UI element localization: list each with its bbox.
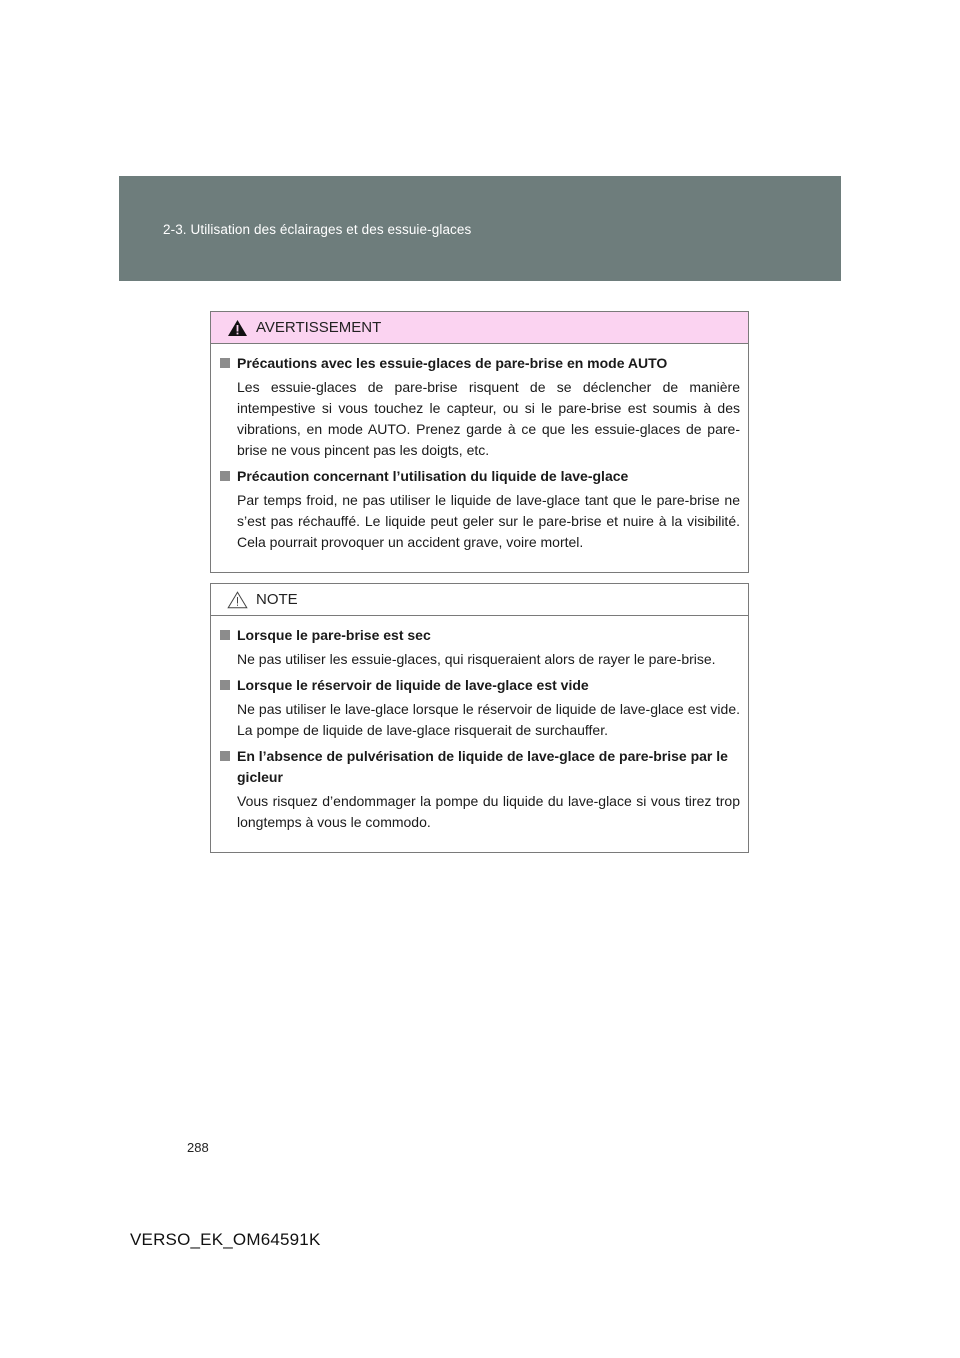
note-item-title: Lorsque le pare-brise est sec [220, 625, 740, 646]
warning-item-title: Précaution concernant l’utilisation du liquide de lave-glace [220, 466, 740, 487]
bullet-square-icon [220, 471, 230, 481]
bullet-square-icon [220, 680, 230, 690]
section-header-band [119, 176, 841, 281]
warning-item-text: Les essuie-glaces de pare-brise risquent de se déclencher de manière intempestive si vous touchez le capteur, ou si le pare-brise est soumis à des vibrations, en mode AUTO. Prenez garde à ce que les essuie-glaces de pare-brise ne vous pincent pas les doigts, etc. [237, 379, 740, 458]
warning-box [210, 311, 749, 573]
warning-item-text: Par temps froid, ne pas utiliser le liquide de lave-glace tant que le pare-brise ne s’est pas réchauffé. Le liquide peut geler sur le pare-brise et nuire à la visibilité. Cela pourrait provoquer un accident grave, voire mortel. [237, 492, 740, 550]
section-title: 2-3. Utilisation des éclairages et des essuie-glaces [163, 222, 472, 237]
note-item-text: Ne pas utiliser le lave-glace lorsque le réservoir de liquide de lave-glace est vide. La pompe de liquide de lave-glace risquerait de surchauffer. [237, 701, 740, 738]
warning-body [211, 344, 748, 572]
note-body [211, 616, 748, 852]
note-box [210, 583, 749, 853]
note-item-title: En l’absence de pulvérisation de liquide de lave-glace de pare-brise par le gicleur [220, 746, 740, 788]
note-item-title: Lorsque le réservoir de liquide de lave-glace est vide [220, 675, 740, 696]
note-header [211, 584, 748, 616]
note-item-text: Ne pas utiliser les essuie-glaces, qui risqueraient alors de rayer le pare-brise. [237, 651, 716, 667]
note-title: NOTE [256, 591, 298, 608]
bullet-square-icon [220, 630, 230, 640]
warning-title: AVERTISSEMENT [256, 319, 382, 336]
page-number: 288 [187, 1140, 209, 1155]
warning-item-title: Précautions avec les essuie-glaces de pare-brise en mode AUTO [220, 353, 740, 374]
bullet-square-icon [220, 751, 230, 761]
note-item-text: Vous risquez d’endommager la pompe du liquide du lave-glace si vous tirez trop longtemps à vous le commodo. [237, 793, 740, 830]
warning-header [211, 312, 748, 344]
caution-triangle-icon [227, 591, 248, 609]
bullet-square-icon [220, 358, 230, 368]
warning-triangle-icon [227, 319, 248, 337]
document-code: VERSO_EK_OM64591K [130, 1230, 321, 1249]
